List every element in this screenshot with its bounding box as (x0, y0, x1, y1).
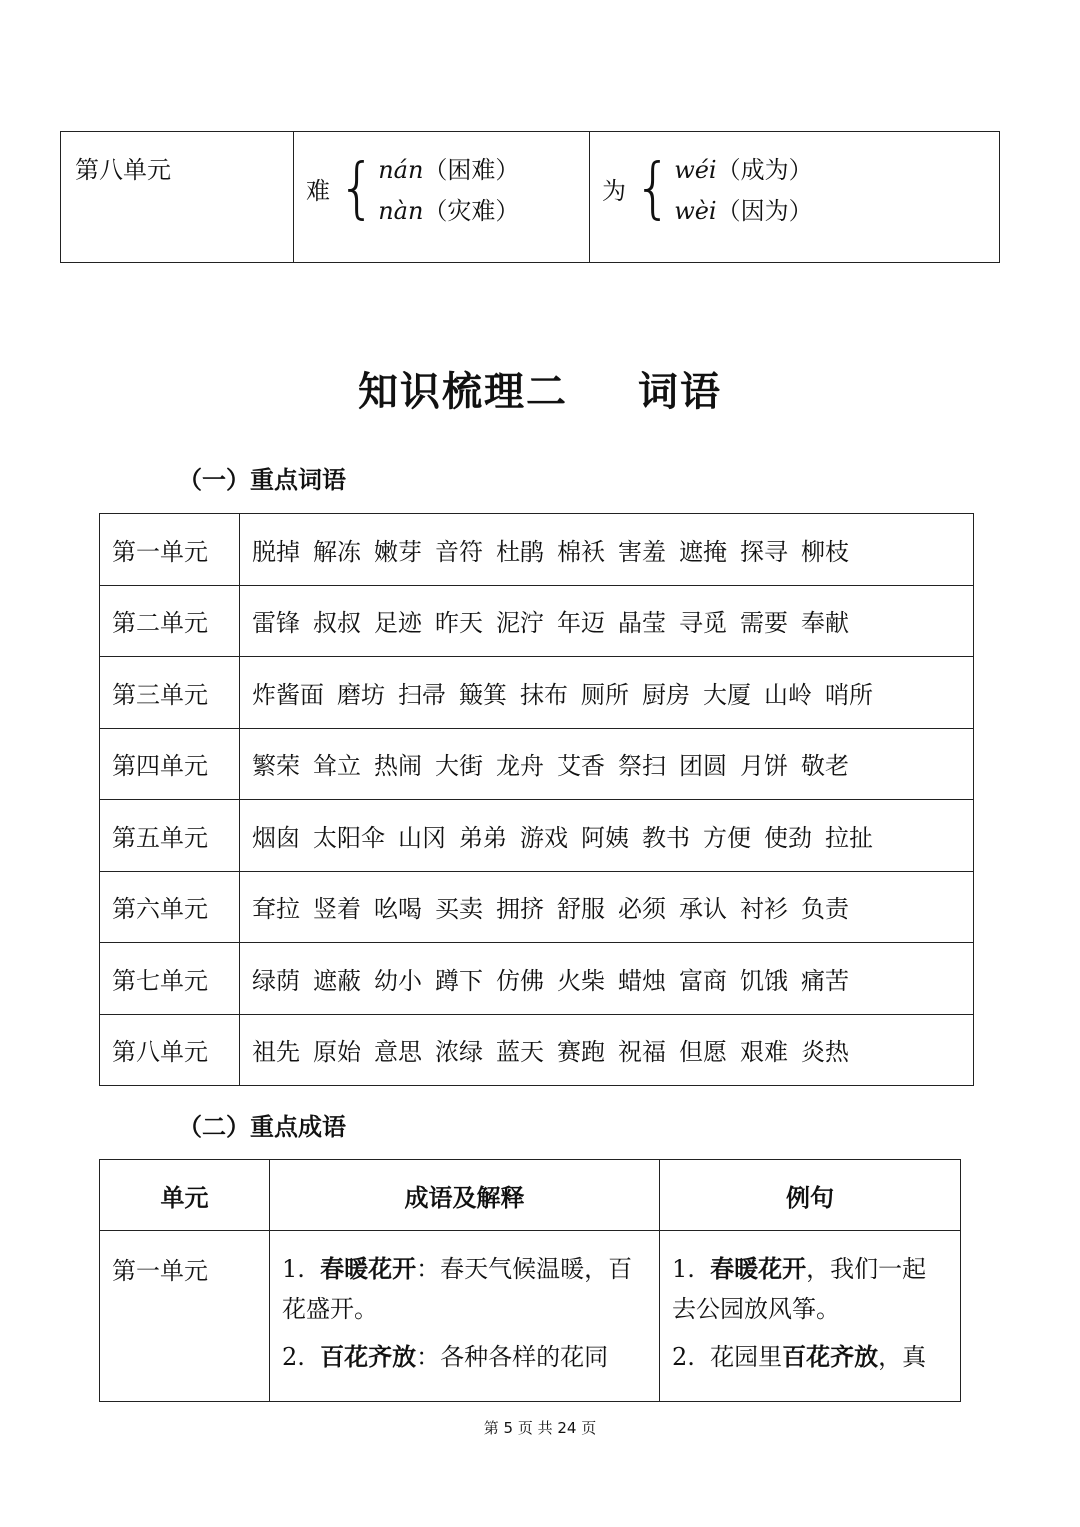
idiom: 百花齐放 (320, 1343, 417, 1371)
word: 仿佛 (496, 966, 544, 995)
word: 团圆 (679, 752, 727, 781)
word: 热闹 (374, 752, 422, 781)
page-number: 第 5 页 共 24 页 (483, 1419, 597, 1437)
word: 赛跑 (557, 1038, 605, 1067)
word: 幼小 (374, 966, 422, 995)
reading-word: （因为） (716, 197, 813, 225)
unit-label: 第八单元 (100, 1014, 240, 1086)
word: 蓝天 (496, 1038, 544, 1067)
unit-label: 第四单元 (100, 728, 240, 800)
word: 抹布 (520, 680, 568, 709)
table-row (100, 585, 974, 657)
unit-label: 第七单元 (100, 943, 240, 1015)
title-part1: 知识梳理二 (358, 369, 568, 415)
table-row (100, 657, 974, 729)
word: 山岭 (764, 680, 812, 709)
word: 蹲下 (435, 966, 483, 995)
word: 富商 (679, 966, 727, 995)
word: 竖着 (313, 895, 361, 924)
word: 晶莹 (618, 609, 666, 638)
word-list (240, 1014, 974, 1086)
word: 使劲 (764, 823, 812, 852)
word: 痛苦 (801, 966, 849, 995)
explanation: ：各种各样的花同 (416, 1343, 609, 1371)
word: 拥挤 (496, 895, 544, 924)
word: 炸酱面 (252, 680, 324, 709)
word: 舒服 (557, 895, 605, 924)
example-text: ，真 (878, 1343, 927, 1371)
idiom-explanations (270, 1231, 660, 1402)
word: 火柴 (557, 966, 605, 995)
pinyin: nán (378, 156, 424, 184)
word: 扫帚 (398, 680, 446, 709)
polyphone-cell (590, 132, 1000, 263)
example-text: ，我们一起去公园放风筝。 (672, 1255, 927, 1323)
reading-word: （灾难） (423, 197, 520, 225)
word: 年迈 (557, 609, 605, 638)
table-row (100, 943, 974, 1015)
table-row (100, 1231, 961, 1402)
word: 太阳伞 (313, 823, 385, 852)
idiom-table (99, 1159, 961, 1402)
word: 敬老 (801, 752, 849, 781)
word-list (240, 514, 974, 586)
word: 绿荫 (252, 966, 300, 995)
table-row (100, 1014, 974, 1086)
word: 祖先 (252, 1038, 300, 1067)
table-row (100, 800, 974, 872)
word: 教书 (642, 823, 690, 852)
item-number: 1. (282, 1255, 305, 1283)
unit-label: 第六单元 (100, 871, 240, 943)
unit-label: 第八单元 (61, 132, 294, 263)
column-header: 成语及解释 (270, 1160, 660, 1231)
word-list (240, 657, 974, 729)
section-heading: （一）重点词语 (178, 466, 346, 494)
word: 炎热 (801, 1038, 849, 1067)
word: 原始 (313, 1038, 361, 1067)
table-row (100, 728, 974, 800)
word: 音符 (435, 537, 483, 566)
item-number: 1. (672, 1255, 695, 1283)
word: 厨房 (642, 680, 690, 709)
word: 棉袄 (557, 537, 605, 566)
word: 脱掉 (252, 537, 300, 566)
idiom: 春暖花开 (320, 1255, 417, 1283)
word: 遮掩 (679, 537, 727, 566)
word: 叔叔 (313, 609, 361, 638)
word: 但愿 (679, 1038, 727, 1067)
word: 遮蔽 (313, 966, 361, 995)
word: 耸立 (313, 752, 361, 781)
word: 解冻 (313, 537, 361, 566)
idiom: 百花齐放 (782, 1343, 879, 1371)
word-list (240, 871, 974, 943)
unit-label: 第五单元 (100, 800, 240, 872)
word: 蜡烛 (618, 966, 666, 995)
example-text: 花园里 (710, 1343, 783, 1371)
word: 艰难 (740, 1038, 788, 1067)
word: 龙舟 (496, 752, 544, 781)
unit-label: 第三单元 (100, 657, 240, 729)
word: 杜鹃 (496, 537, 544, 566)
word: 雷锋 (252, 609, 300, 638)
polyphone-char: 为 (602, 176, 626, 205)
word: 簸箕 (459, 680, 507, 709)
word: 衬衫 (740, 895, 788, 924)
table-header-row (100, 1160, 961, 1231)
explanation: ：春天气候温暖，百花盛开。 (282, 1255, 633, 1323)
word: 祝福 (618, 1038, 666, 1067)
word: 耷拉 (252, 895, 300, 924)
word-list (240, 800, 974, 872)
page-title (0, 360, 1080, 417)
word: 承认 (679, 895, 727, 924)
word: 大厦 (703, 680, 751, 709)
word: 繁荣 (252, 752, 300, 781)
word-list (240, 585, 974, 657)
unit-label: 第二单元 (100, 585, 240, 657)
title-part2: 词语 (638, 369, 722, 415)
word: 弟弟 (459, 823, 507, 852)
polyphone-char: 难 (306, 176, 330, 205)
words-table (99, 513, 974, 1086)
word: 足迹 (374, 609, 422, 638)
word: 磨坊 (337, 680, 385, 709)
word: 必须 (618, 895, 666, 924)
word: 寻觅 (679, 609, 727, 638)
word: 买卖 (435, 895, 483, 924)
word-list (240, 728, 974, 800)
idiom: 春暖花开 (710, 1255, 807, 1283)
word: 探寻 (740, 537, 788, 566)
polyphone-cell (294, 132, 590, 263)
word: 哨所 (825, 680, 873, 709)
column-header: 例句 (660, 1160, 961, 1231)
word: 吆喝 (374, 895, 422, 924)
word: 厕所 (581, 680, 629, 709)
word: 浓绿 (435, 1038, 483, 1067)
table-row (100, 514, 974, 586)
polyphone-table (60, 131, 1000, 263)
unit-label: 第一单元 (100, 1231, 270, 1402)
table-row (100, 871, 974, 943)
word: 游戏 (520, 823, 568, 852)
unit-label: 第一单元 (100, 514, 240, 586)
word: 负责 (801, 895, 849, 924)
word: 害羞 (618, 537, 666, 566)
pinyin: nàn (378, 197, 424, 225)
word: 需要 (740, 609, 788, 638)
word: 柳枝 (801, 537, 849, 566)
section-heading: （二）重点成语 (178, 1113, 346, 1141)
word: 奉献 (801, 609, 849, 638)
word: 泥泞 (496, 609, 544, 638)
idiom-examples (660, 1231, 961, 1402)
item-number: 2. (672, 1343, 695, 1371)
word: 山冈 (398, 823, 446, 852)
item-number: 2. (282, 1343, 305, 1371)
word: 烟囱 (252, 823, 300, 852)
brace-icon: { (338, 149, 377, 227)
pinyin: wèi (674, 197, 717, 225)
word: 阿姨 (581, 823, 629, 852)
column-header: 单元 (100, 1160, 270, 1231)
word: 意思 (374, 1038, 422, 1067)
word: 月饼 (740, 752, 788, 781)
word: 大街 (435, 752, 483, 781)
word: 饥饿 (740, 966, 788, 995)
word-list (240, 943, 974, 1015)
table-row (61, 132, 1000, 263)
word: 祭扫 (618, 752, 666, 781)
word: 拉扯 (825, 823, 873, 852)
brace-icon: { (634, 149, 673, 227)
word: 艾香 (557, 752, 605, 781)
word: 嫩芽 (374, 537, 422, 566)
pinyin: wéi (674, 156, 717, 184)
reading-word: （困难） (423, 156, 520, 184)
word: 方便 (703, 823, 751, 852)
word: 昨天 (435, 609, 483, 638)
reading-word: （成为） (716, 156, 813, 184)
